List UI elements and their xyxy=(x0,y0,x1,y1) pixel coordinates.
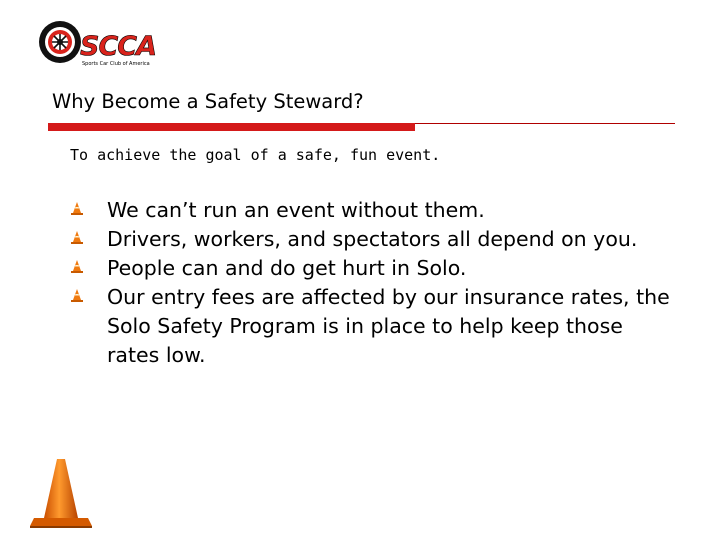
bullet-item xyxy=(70,225,670,254)
scca-seal-icon xyxy=(38,20,82,64)
traffic-cone-bullet-icon xyxy=(70,201,84,215)
bullet-text: Our entry fees are affected by our insurance rates, the Solo Safety Program is in place to help keep those rates low. xyxy=(107,285,670,367)
slide-subtitle: To achieve the goal of a safe, fun event. xyxy=(70,146,441,164)
traffic-cone-bullet-icon xyxy=(70,230,84,244)
bullet-text: We can’t run an event without them. xyxy=(107,198,485,222)
title-accent-bar xyxy=(48,123,415,131)
slide-title: Why Become a Safety Steward? xyxy=(52,90,364,113)
traffic-cone-bullet-icon xyxy=(70,288,84,302)
bullet-list xyxy=(70,196,670,370)
bullet-item xyxy=(70,283,670,370)
scca-wordmark: SCCA xyxy=(80,31,156,62)
bullet-text: Drivers, workers, and spectators all depend on you. xyxy=(107,227,638,251)
scca-logo xyxy=(38,18,166,70)
bullet-item xyxy=(70,196,670,225)
bullet-item xyxy=(70,254,670,283)
scca-logo-subtitle: Sports Car Club of America xyxy=(82,61,150,67)
traffic-cone-image xyxy=(26,456,96,530)
title-divider-line xyxy=(415,123,675,124)
traffic-cone-bullet-icon xyxy=(70,259,84,273)
bullet-text: People can and do get hurt in Solo. xyxy=(107,256,467,280)
